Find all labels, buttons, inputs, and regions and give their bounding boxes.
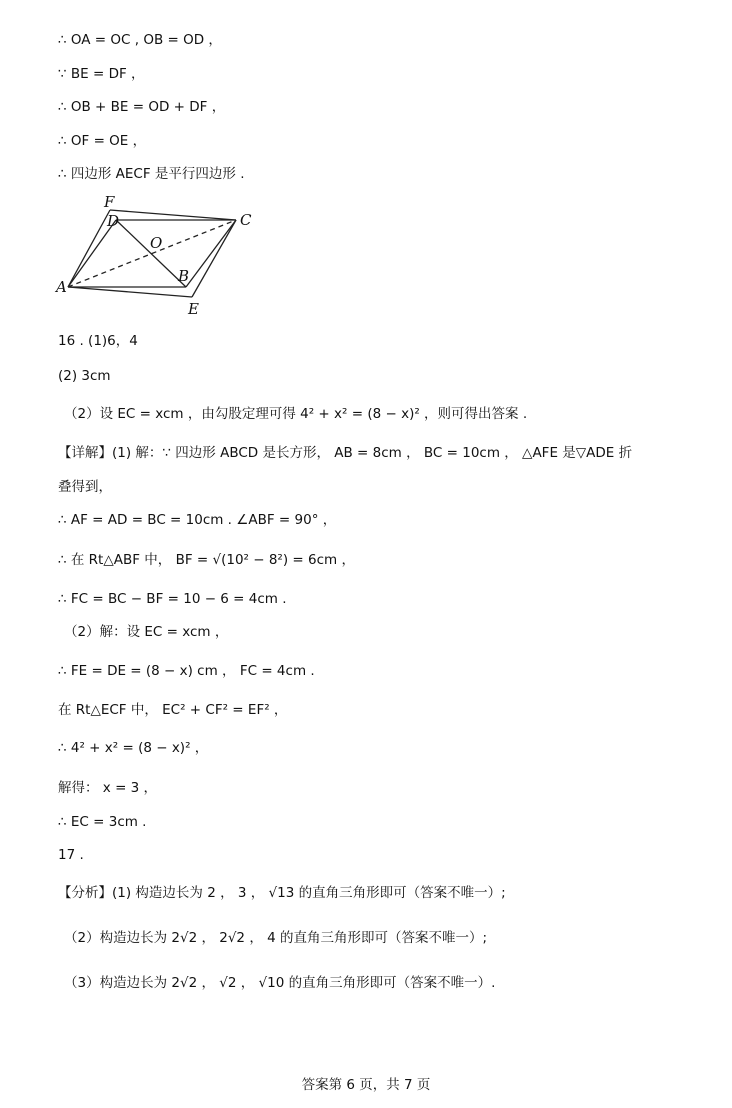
page-footer: 答案第 6 页，共 7 页 <box>301 1077 431 1093</box>
text-line: 解得： x = 3 ， <box>58 780 158 796</box>
segment-AD <box>68 220 116 287</box>
text-line: 16 . (1)6，4 <box>58 333 138 349</box>
text-line: （2）设 EC = xcm ，由勾股定理可得 4² + x² = (8 − x)² ，则可得出答案 . <box>64 406 528 422</box>
segment-FC <box>110 210 236 220</box>
segment-EA <box>68 287 192 297</box>
text-line: ∵ BE = DF ， <box>58 66 145 82</box>
text-line: ∴ OF = OE ， <box>58 133 147 149</box>
label-E: E <box>188 300 199 318</box>
segment-DB <box>116 220 186 287</box>
label-B: B <box>178 267 190 285</box>
text-line: ∴ FE = DE = (8 − x) cm ， FC = 4cm . <box>58 663 315 679</box>
text-line: （2）解：设 EC = xcm ， <box>64 624 229 640</box>
text-line: （2）构造边长为 2√2 ， 2√2 ， 4 的直角三角形即可（答案不唯一）; <box>64 930 488 946</box>
text-line: (2) 3cm <box>58 368 111 384</box>
label-C: C <box>240 211 252 229</box>
text-line: ∴ OB + BE = OD + DF ， <box>58 99 226 115</box>
text-line: ∴ 四边形 AECF 是平行四边形 . <box>58 166 245 182</box>
label-D: D <box>107 212 120 230</box>
text-line: ∴ EC = 3cm . <box>58 814 147 830</box>
text-line: 叠得到， <box>58 479 112 495</box>
text-line: ∴ FC = BC − BF = 10 − 6 = 4cm . <box>58 591 287 607</box>
text-line: （3）构造边长为 2√2 ， √2 ， √10 的直角三角形即可（答案不唯一）. <box>64 975 496 991</box>
label-O: O <box>150 234 163 252</box>
text-line: 17 . <box>58 847 84 863</box>
label-F: F <box>104 193 115 211</box>
text-line: 在 Rt△ECF 中， EC² + CF² = EF² ， <box>58 702 288 718</box>
text-line: ∴ OA = OC , OB = OD ， <box>58 32 222 48</box>
text-line: 【分析】(1) 构造边长为 2 ， 3 ， √13 的直角三角形即可（答案不唯一）; <box>58 885 506 901</box>
text-line: 【详解】(1) 解：∵ 四边形 ABCD 是长方形， AB = 8cm ， BC = 10cm ， △AFE 是▽ADE 折 <box>58 445 633 461</box>
segment-AF <box>68 210 110 287</box>
geometry-figure <box>50 192 270 320</box>
text-line: ∴ AF = AD = BC = 10cm . ∠ABF = 90° ， <box>58 512 337 528</box>
label-A: A <box>56 278 67 296</box>
segment-CE <box>192 220 236 297</box>
text-line: ∴ 在 Rt△ABF 中， BF = √(10² − 8²) = 6cm ， <box>58 552 355 568</box>
text-line: ∴ 4² + x² = (8 − x)² ， <box>58 740 209 756</box>
